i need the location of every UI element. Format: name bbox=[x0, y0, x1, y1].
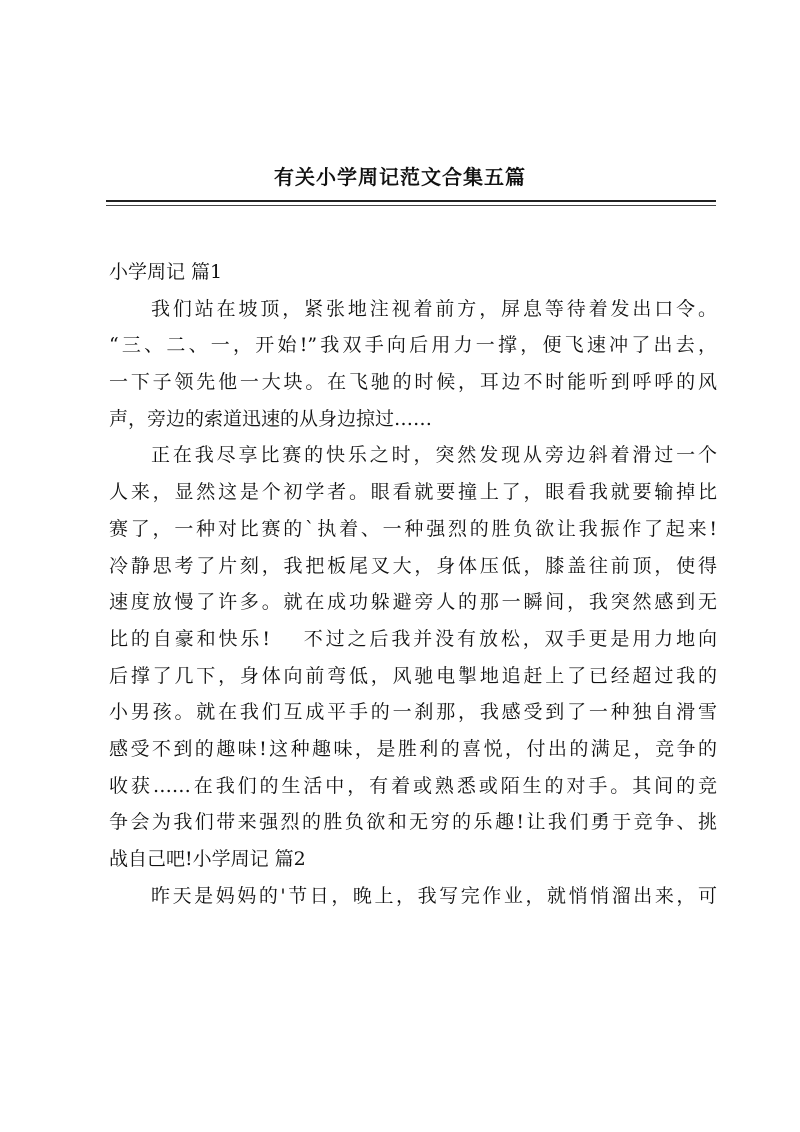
paragraph-line: 一下子领先他一大块。在飞驰的时候，耳边不时能听到呼呼的风 bbox=[109, 371, 717, 394]
paragraph-line: 速度放慢了许多。就在成功躲避旁人的那一瞬间，我突然感到无 bbox=[109, 591, 717, 614]
paragraph-line: 后撑了几下，身体向前弯低，风驰电掣地追赶上了已经超过我的 bbox=[109, 664, 717, 687]
title-rule-thin bbox=[106, 205, 716, 206]
paragraph-line: 赛了，一种对比赛的`执着、一种强烈的胜负欲让我振作了起来! bbox=[109, 517, 717, 540]
paragraph-line: 冷静思考了片刻，我把板尾叉大，身体压低，膝盖往前顶，使得 bbox=[109, 554, 717, 577]
document-body bbox=[109, 254, 717, 914]
paragraph-line: “三、二、一，开始!”我双手向后用力一撑，便飞速冲了出去， bbox=[109, 334, 717, 357]
document-title: 有关小学周记范文合集五篇 bbox=[274, 165, 526, 189]
paragraph-line: 争会为我们带来强烈的胜负欲和无穷的乐趣!让我们勇于竞争、挑 bbox=[109, 811, 717, 834]
paragraph-line: 昨天是妈妈的'节日，晚上，我写完作业，就悄悄溜出来，可 bbox=[151, 884, 717, 907]
paragraph-line: 人来，显然这是个初学者。眼看就要撞上了，眼看我就要输掉比 bbox=[109, 481, 717, 504]
paragraph-line: 声，旁边的索道迅速的从身边掠过…… bbox=[109, 407, 433, 430]
paragraph-line: 正在我尽享比赛的快乐之时，突然发现从旁边斜着滑过一个 bbox=[151, 444, 717, 467]
paragraph-line: 感受不到的趣味!这种趣味，是胜利的喜悦，付出的满足，竞争的 bbox=[109, 737, 717, 760]
paragraph-line: 小男孩。就在我们互成平手的一刹那，我感受到了一种独自滑雪 bbox=[109, 701, 717, 724]
section-heading: 小学周记 篇1 bbox=[109, 261, 223, 283]
paragraph-line: 战自己吧!小学周记 篇2 bbox=[109, 848, 306, 870]
paragraph-line: 我们站在坡顶，紧张地注视着前方，屏息等待着发出口令。 bbox=[151, 297, 717, 320]
paragraph-line: 比的自豪和快乐! 不过之后我并没有放松，双手更是用力地向 bbox=[109, 627, 717, 650]
paragraph-line: 收获……在我们的生活中，有着或熟悉或陌生的对手。其间的竞 bbox=[109, 774, 717, 797]
title-rule-thick bbox=[106, 200, 716, 202]
